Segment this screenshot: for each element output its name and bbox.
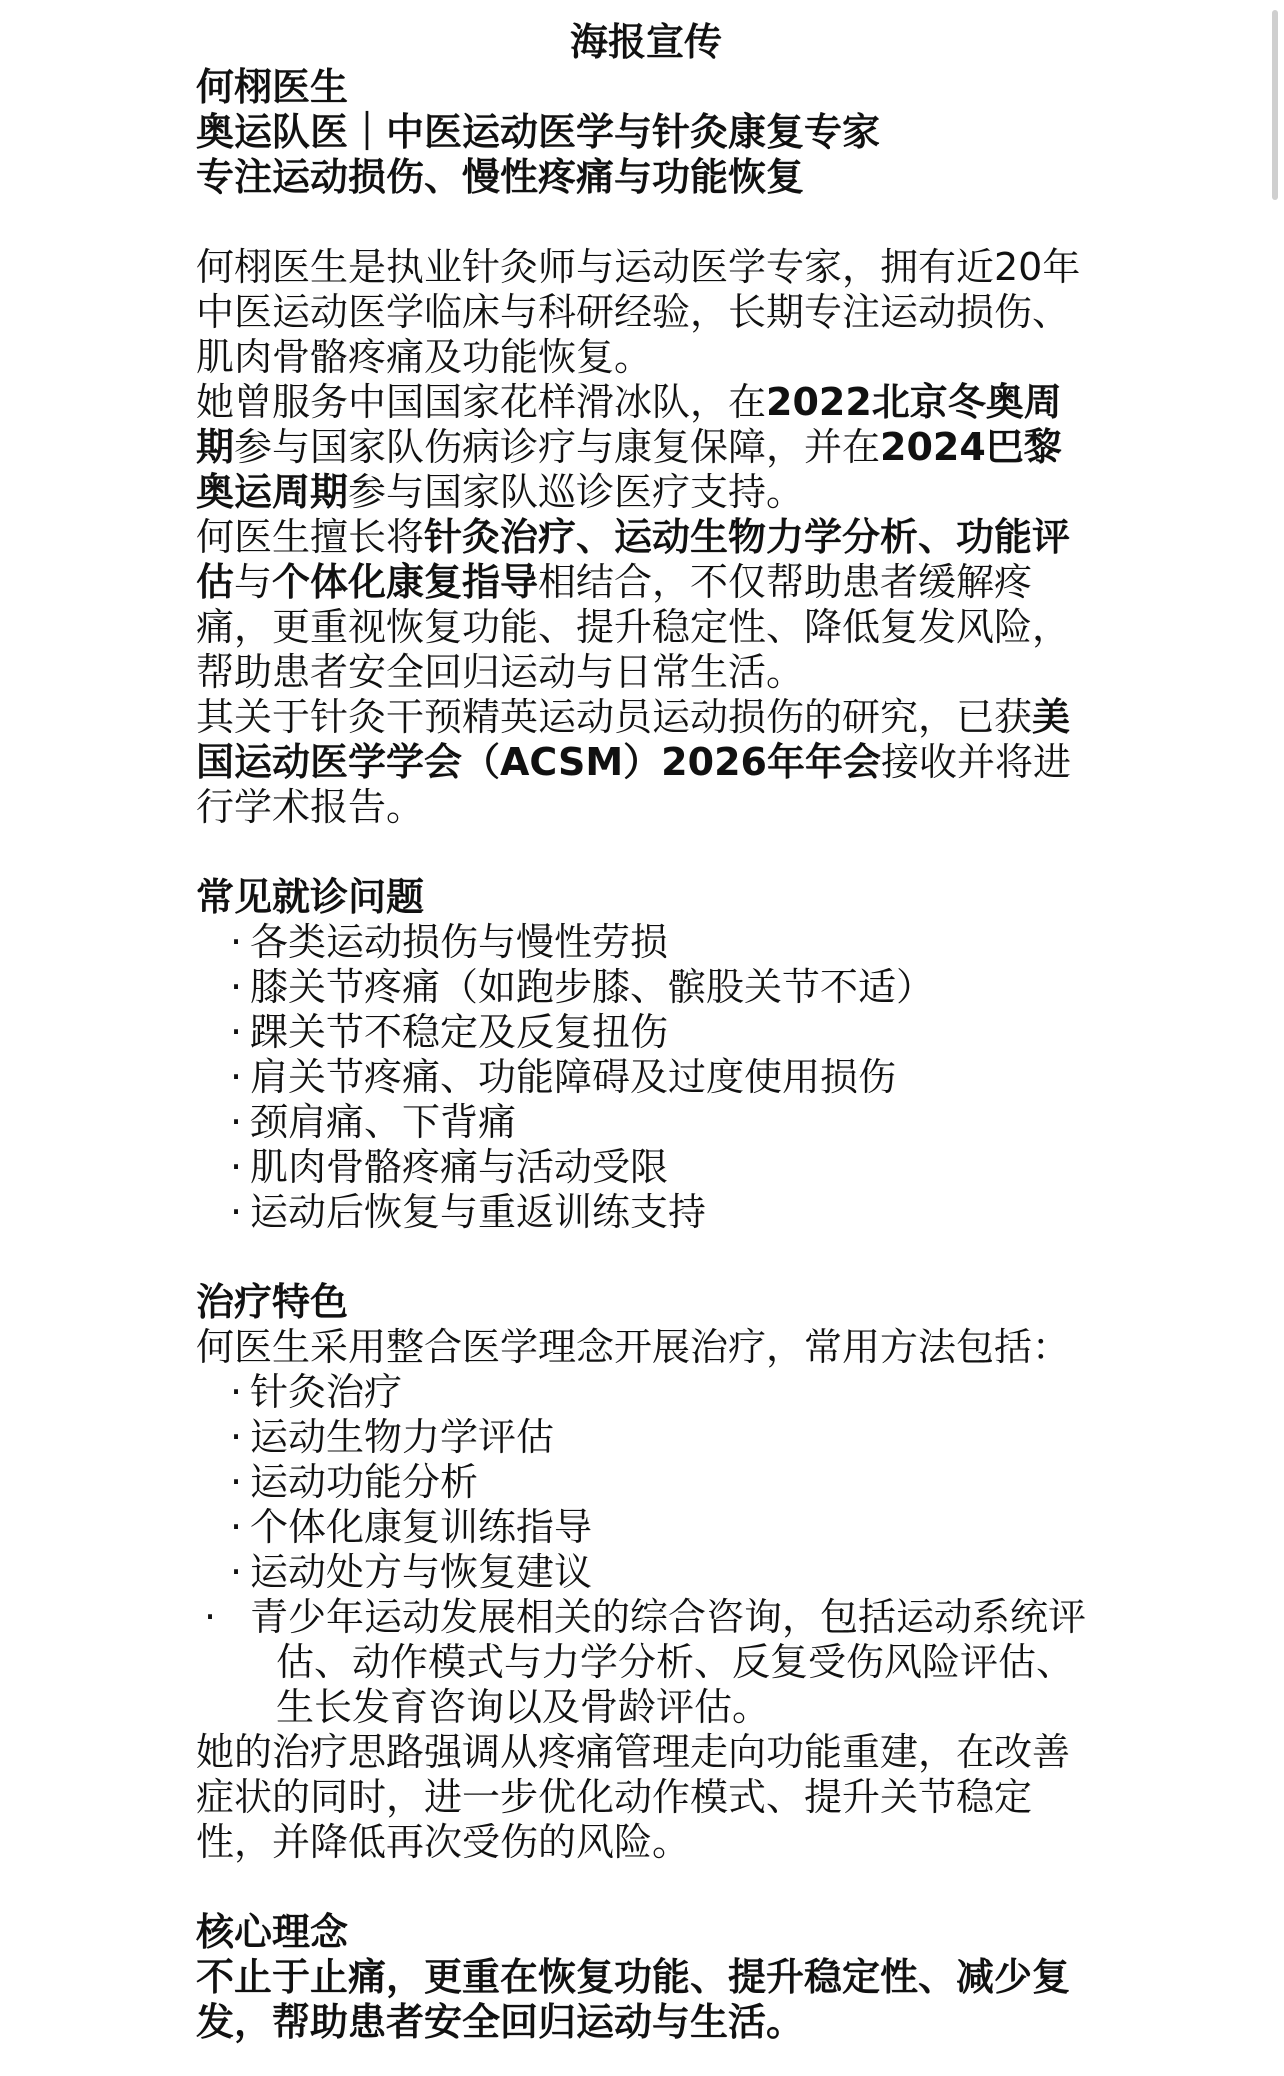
highlight-methods: 针灸治疗、运动生物力学分析、功能评估 (196, 515, 1071, 604)
spacer (196, 1235, 1096, 1280)
list-item: · 膝关节疼痛（如跑步膝、髌股关节不适） (230, 965, 1096, 1010)
list-item: · 运动功能分析 (230, 1460, 1096, 1505)
intro-paragraph-2 (196, 380, 1096, 515)
treatment-outro: 她的治疗思路强调从疼痛管理走向功能重建，在改善症状的同时，进一步优化动作模式、提升关节稳定性，并降低再次受伤的风险。 (196, 1730, 1071, 1864)
highlight-beijing: 2022北京冬奥周期 (196, 380, 1062, 469)
intro-paragraph-3 (196, 515, 1096, 695)
text-run: 其关于针灸干预精英运动员运动损伤的研究，已获 (196, 695, 1033, 739)
list-item: · 肩关节疼痛、功能障碍及过度使用损伤 (230, 1055, 1096, 1100)
list-item: · 运动后恢复与重返训练支持 (230, 1190, 1096, 1235)
treatment-intro: 何医生采用整合医学理念开展治疗，常用方法包括： (196, 1325, 1071, 1369)
list-item: · 运动处方与恢复建议 (230, 1550, 1096, 1595)
scrollbar[interactable] (1272, 10, 1278, 200)
intro-paragraph-4 (196, 695, 1096, 830)
spacer (196, 200, 1096, 245)
list-item: · 针灸治疗 (230, 1370, 1096, 1415)
poster-document (196, 20, 1096, 2045)
core-heading: 核心理念 (196, 1910, 349, 1954)
list-item: · 肌肉骨骼疼痛与活动受限 (230, 1145, 1096, 1190)
page-title: 海报宣传 (569, 20, 722, 64)
text-run: 与 (234, 560, 273, 604)
treatment-heading: 治疗特色 (196, 1280, 349, 1324)
doctor-role: 奥运队医｜中医运动医学与针灸康复专家 (196, 110, 881, 154)
common-issues-heading: 常见就诊问题 (196, 875, 425, 919)
list-item: · 各类运动损伤与慢性劳损 (230, 920, 1096, 965)
doctor-name: 何栩医生 (196, 65, 349, 109)
core-text: 不止于止痛，更重在恢复功能、提升稳定性、减少复发，帮助患者安全回归运动与生活。 (196, 1955, 1071, 2044)
treatment-list (196, 1370, 1096, 1730)
text-run: 参与国家队伤病诊疗与康复保障，并在 (234, 425, 881, 469)
spacer (196, 830, 1096, 875)
text-run: 参与国家队巡诊医疗支持。 (348, 470, 805, 514)
text-run: 接收并将进行学术报告。 (196, 740, 1071, 829)
doctor-focus: 专注运动损伤、慢性疼痛与功能恢复 (196, 155, 805, 199)
list-item: · 踝关节不稳定及反复扭伤 (230, 1010, 1096, 1055)
intro-paragraph-1: 何栩医生是执业针灸师与运动医学专家，拥有近20年中医运动医学临床与科研经验，长期专注运动损伤、肌肉骨骼疼痛及功能恢复。 (196, 245, 1081, 379)
highlight-guidance: 个体化康复指导 (272, 560, 539, 604)
highlight-acsm: 美国运动医学学会（ACSM）2026年年会 (196, 695, 1071, 784)
list-item: · 运动生物力学评估 (230, 1415, 1096, 1460)
list-item: · 青少年运动发展相关的综合咨询，包括运动系统评估、动作模式与力学分析、反复受伤风险评估、生长发育咨询以及骨龄评估。 (230, 1595, 1096, 1730)
text-run: 何医生擅长将 (196, 515, 425, 559)
spacer (196, 1865, 1096, 1910)
list-item: · 个体化康复训练指导 (230, 1505, 1096, 1550)
text-run: 她曾服务中国国家花样滑冰队，在 (196, 380, 767, 424)
common-issues-list (196, 920, 1096, 1235)
list-item: · 颈肩痛、下背痛 (230, 1100, 1096, 1145)
highlight-paris: 2024巴黎奥运周期 (196, 425, 1062, 514)
text-run: 相结合，不仅帮助患者缓解疼痛，更重视恢复功能、提升稳定性、降低复发风险，帮助患者安全回归运动与日常生活。 (196, 560, 1071, 694)
